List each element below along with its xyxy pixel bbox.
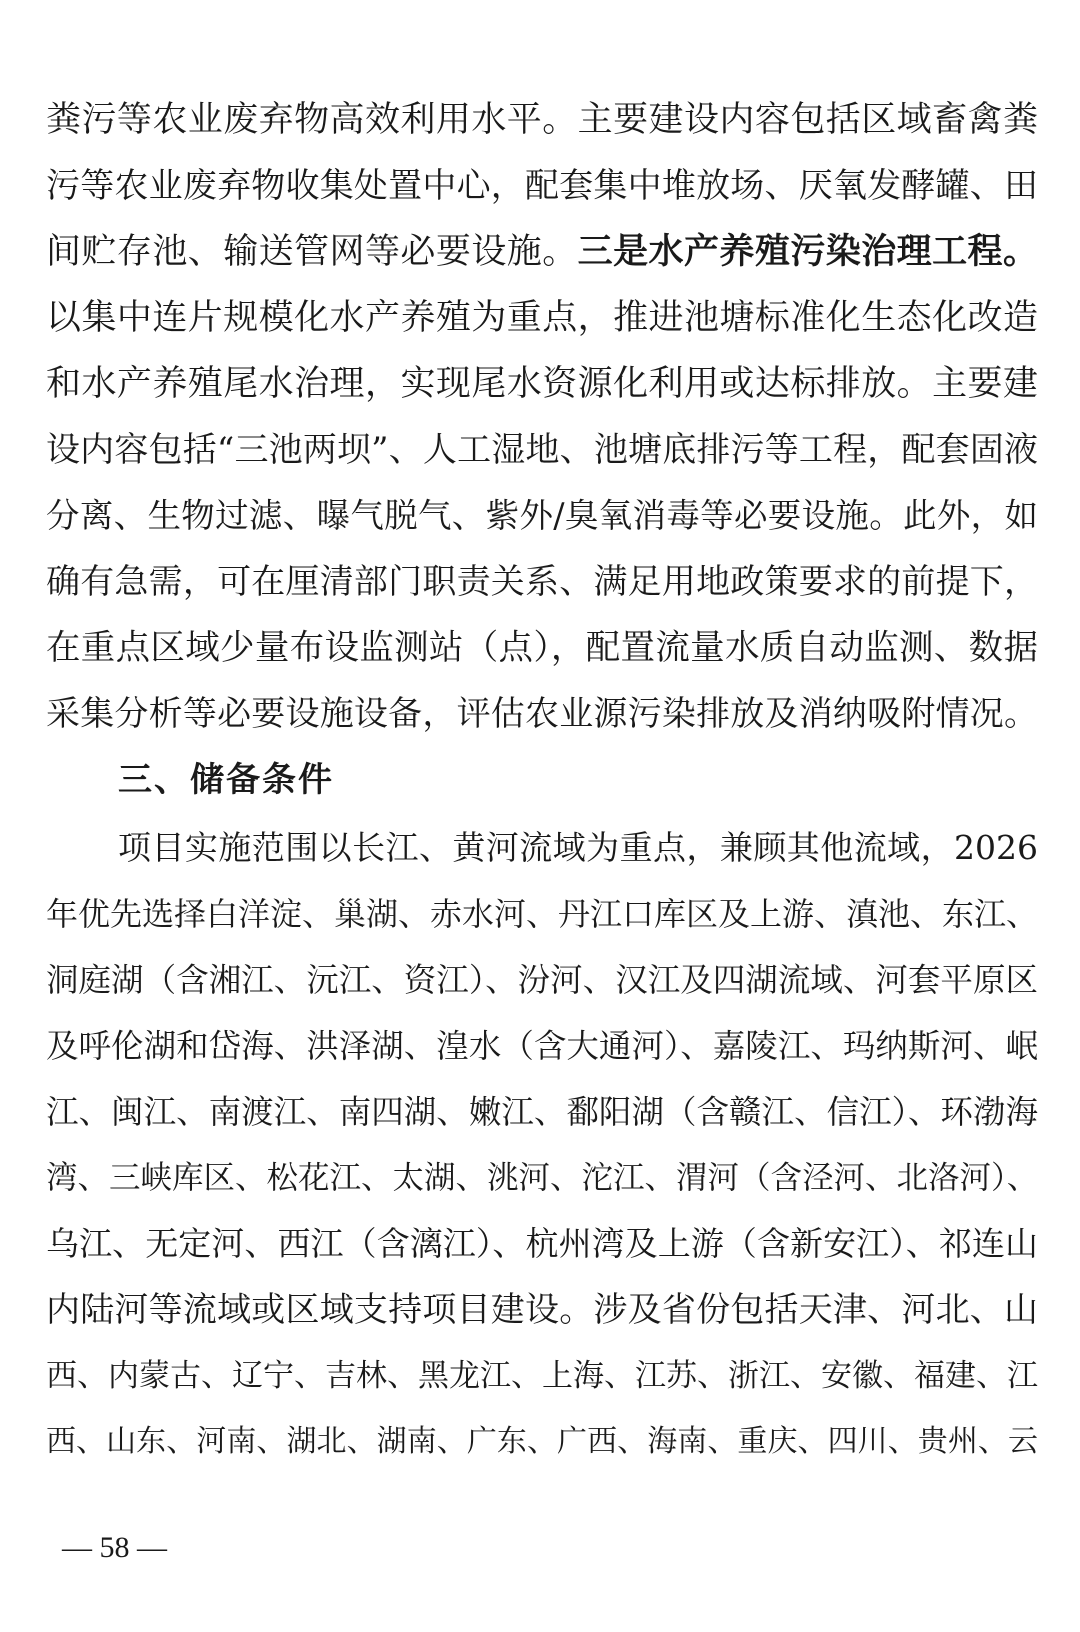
section-heading: 三、储备条件 [118,760,334,800]
paragraph-line: 以集中连片规模化水产养殖为重点，推进池塘标准化生态化改造 [46,298,1038,338]
paragraph-line: 及呼伦湖和岱海、洪泽湖、湟水（含大通河）、嘉陵江、玛纳斯河、岷 [46,1027,1038,1065]
paragraph-line: 和水产养殖尾水治理，实现尾水资源化利用或达标排放。主要建 [46,364,1038,404]
paragraph-line: 湾、三峡库区、松花江、太湖、洮河、沱江、渭河（含泾河、北洛河）、 [46,1160,1039,1196]
paragraph-line [46,230,1038,274]
paragraph-line: 内陆河等流域或区域支持项目建设。涉及省份包括天津、河北、山 [46,1290,1038,1330]
paragraph-line: 分离、生物过滤、曝气脱气、紫外/臭氧消毒等必要设施。此外，如 [46,496,1038,535]
paragraph-line: 西、内蒙古、辽宁、吉林、黑龙江、上海、江苏、浙江、安徽、福建、江 [46,1358,1038,1394]
paragraph-line: 污等农业废弃物收集处置中心，配套集中堆放场、厌氧发酵罐、田 [46,166,1038,206]
paragraph-text: 间贮存池、输送管网等必要设施。 [46,232,578,272]
paragraph-line: 西、山东、河南、湖北、湖南、广东、广西、海南、重庆、四川、贵州、云 [46,1424,1038,1459]
paragraph-line: 乌江、无定河、西江（含漓江）、杭州湾及上游（含新安江）、祁连山 [46,1224,1038,1263]
paragraph-line: 采集分析等必要设施设备，评估农业源污染排放及消纳吸附情况。 [46,694,1038,734]
paragraph-line: 粪污等农业废弃物高效利用水平。主要建设内容包括区域畜禽粪 [46,100,1038,140]
bold-subheading: 三是水产养殖污染治理工程。 [577,232,1038,272]
paragraph-line: 确有急需，可在厘清部门职责关系、满足用地政策要求的前提下， [46,562,1038,602]
paragraph-line: 设内容包括“三池两坝”、人工湿地、池塘底排污等工程，配套固液 [46,430,1038,470]
paragraph-line: 年优先选择白洋淀、巢湖、赤水河、丹江口库区及上游、滇池、东江、 [46,895,1039,933]
paragraph-line: 江、闽江、南渡江、南四湖、嫩江、鄱阳湖（含赣江、信江）、环渤海 [46,1093,1038,1131]
page-number: — 58 — [62,1531,167,1564]
paragraph-line: 在重点区域少量布设监测站（点），配置流量水质自动监测、数据 [46,628,1038,668]
paragraph-line: 洞庭湖（含湘江、沅江、资江）、汾河、汉江及四湖流域、河套平原区 [46,961,1038,999]
paragraph-line: 项目实施范围以长江、黄河流域为重点，兼顾其他流域，2026 [118,828,1038,867]
